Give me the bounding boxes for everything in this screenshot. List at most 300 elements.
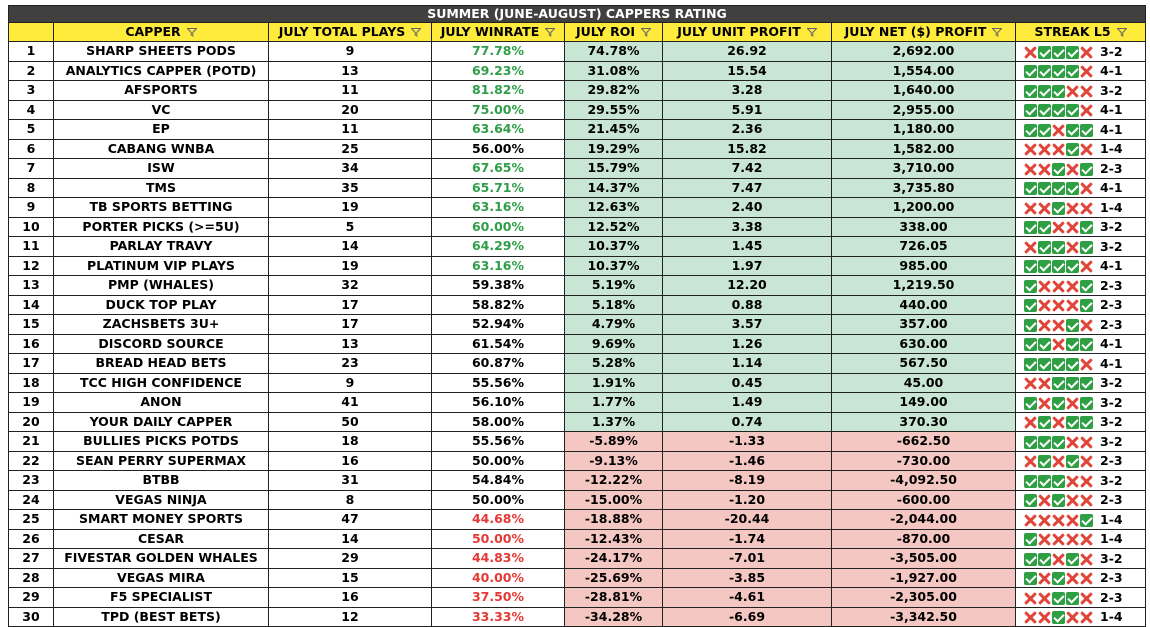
net-profit-cell[interactable]: -4,092.50: [832, 471, 1016, 491]
table-row[interactable]: [9, 393, 1146, 413]
net-profit-cell[interactable]: -2,044.00: [832, 510, 1016, 530]
streak-cell[interactable]: [1016, 354, 1146, 374]
capper-name-cell[interactable]: CABANG WNBA: [54, 139, 269, 159]
table-row[interactable]: [9, 451, 1146, 471]
streak-record: 4-1: [1100, 180, 1123, 195]
net-profit-cell[interactable]: 1,219.50: [832, 276, 1016, 296]
roi-header[interactable]: [565, 23, 663, 42]
capper-header[interactable]: [54, 23, 269, 42]
unit-profit-cell[interactable]: -8.19: [663, 471, 832, 491]
streak-cell[interactable]: [1016, 432, 1146, 452]
rank-cell[interactable]: 5: [9, 120, 54, 140]
winrate-cell[interactable]: 44.83%: [432, 549, 565, 569]
plays-cell[interactable]: 16: [269, 588, 432, 608]
capper-name-cell[interactable]: ZACHSBETS 3U+: [54, 315, 269, 335]
roi-cell[interactable]: -5.89%: [565, 432, 663, 452]
rank-cell[interactable]: 29: [9, 588, 54, 608]
roi-cell[interactable]: -28.81%: [565, 588, 663, 608]
table-row[interactable]: [9, 510, 1146, 530]
streak-marks: [1024, 472, 1094, 490]
plays-cell[interactable]: 35: [269, 178, 432, 198]
plays-cell[interactable]: 20: [269, 100, 432, 120]
unit-profit-cell[interactable]: 15.82: [663, 139, 832, 159]
plays-cell[interactable]: 31: [269, 471, 432, 491]
capper-name-cell[interactable]: VEGAS NINJA: [54, 490, 269, 510]
net-profit-header[interactable]: [832, 23, 1016, 42]
capper-name-cell[interactable]: SMART MONEY SPORTS: [54, 510, 269, 530]
roi-cell[interactable]: 5.18%: [565, 295, 663, 315]
unit-profit-cell[interactable]: -7.01: [663, 549, 832, 569]
net-profit-cell[interactable]: -2,305.00: [832, 588, 1016, 608]
net-profit-cell[interactable]: 440.00: [832, 295, 1016, 315]
unit-profit-header[interactable]: [663, 23, 832, 42]
unit-profit-cell[interactable]: -1.33: [663, 432, 832, 452]
roi-cell[interactable]: 29.55%: [565, 100, 663, 120]
unit-profit-cell[interactable]: 15.54: [663, 61, 832, 81]
roi-cell[interactable]: 1.77%: [565, 393, 663, 413]
rank-cell[interactable]: 14: [9, 295, 54, 315]
winrate-cell[interactable]: 40.00%: [432, 568, 565, 588]
plays-cell[interactable]: 19: [269, 198, 432, 218]
streak-cell[interactable]: [1016, 198, 1146, 218]
capper-name-cell[interactable]: TPD (BEST BETS): [54, 607, 269, 627]
table-row[interactable]: [9, 373, 1146, 393]
net-profit-cell[interactable]: 3,735.80: [832, 178, 1016, 198]
checkmark-icon: [1066, 416, 1079, 429]
plays-cell[interactable]: 18: [269, 432, 432, 452]
unit-profit-cell[interactable]: 5.91: [663, 100, 832, 120]
filter-icon[interactable]: [187, 24, 197, 34]
rank-cell[interactable]: 20: [9, 412, 54, 432]
net-profit-cell[interactable]: 149.00: [832, 393, 1016, 413]
roi-cell[interactable]: -12.43%: [565, 529, 663, 549]
capper-name-cell[interactable]: TCC HIGH CONFIDENCE: [54, 373, 269, 393]
table-row[interactable]: [9, 217, 1146, 237]
table-row[interactable]: [9, 490, 1146, 510]
capper-name-cell[interactable]: EP: [54, 120, 269, 140]
streak-cell[interactable]: [1016, 159, 1146, 179]
winrate-cell[interactable]: 64.29%: [432, 237, 565, 257]
net-profit-cell[interactable]: -3,342.50: [832, 607, 1016, 627]
capper-name-cell[interactable]: TMS: [54, 178, 269, 198]
streak-cell[interactable]: [1016, 490, 1146, 510]
plays-cell[interactable]: 14: [269, 237, 432, 257]
table-row[interactable]: [9, 198, 1146, 218]
net-profit-cell[interactable]: 630.00: [832, 334, 1016, 354]
capper-name-cell[interactable]: BTBB: [54, 471, 269, 491]
rank-cell[interactable]: 30: [9, 607, 54, 627]
streak-cell[interactable]: [1016, 588, 1146, 608]
winrate-cell[interactable]: 69.23%: [432, 61, 565, 81]
table-row[interactable]: [9, 607, 1146, 627]
capper-name-cell[interactable]: PLATINUM VIP PLAYS: [54, 256, 269, 276]
plays-cell[interactable]: 17: [269, 295, 432, 315]
table-row[interactable]: [9, 100, 1146, 120]
unit-profit-cell[interactable]: 0.45: [663, 373, 832, 393]
plays-cell[interactable]: 41: [269, 393, 432, 413]
cross-icon: [1024, 455, 1037, 468]
capper-name-cell[interactable]: SEAN PERRY SUPERMAX: [54, 451, 269, 471]
header-row: [9, 23, 1146, 42]
winrate-cell[interactable]: 61.54%: [432, 334, 565, 354]
rank-cell[interactable]: 13: [9, 276, 54, 296]
unit-profit-cell[interactable]: 1.49: [663, 393, 832, 413]
unit-profit-cell[interactable]: 7.42: [663, 159, 832, 179]
rank-cell[interactable]: 11: [9, 237, 54, 257]
winrate-cell[interactable]: 52.94%: [432, 315, 565, 335]
plays-cell[interactable]: 23: [269, 354, 432, 374]
plays-cell[interactable]: 13: [269, 334, 432, 354]
table-row[interactable]: [9, 334, 1146, 354]
net-profit-cell[interactable]: 567.50: [832, 354, 1016, 374]
streak-cell[interactable]: [1016, 412, 1146, 432]
checkmark-icon: [1024, 299, 1037, 312]
table-row[interactable]: [9, 432, 1146, 452]
net-profit-cell[interactable]: 2,955.00: [832, 100, 1016, 120]
rank-cell[interactable]: 26: [9, 529, 54, 549]
winrate-header[interactable]: [432, 23, 565, 42]
net-profit-cell[interactable]: 985.00: [832, 256, 1016, 276]
table-row[interactable]: [9, 412, 1146, 432]
roi-cell[interactable]: -34.28%: [565, 607, 663, 627]
roi-cell[interactable]: 1.91%: [565, 373, 663, 393]
winrate-cell[interactable]: 60.87%: [432, 354, 565, 374]
cross-icon: [1080, 260, 1093, 273]
table-row[interactable]: [9, 256, 1146, 276]
unit-profit-cell[interactable]: 26.92: [663, 42, 832, 62]
rank-cell[interactable]: 8: [9, 178, 54, 198]
net-profit-cell[interactable]: -600.00: [832, 490, 1016, 510]
unit-profit-cell[interactable]: -1.20: [663, 490, 832, 510]
capper-name-cell[interactable]: DUCK TOP PLAY: [54, 295, 269, 315]
streak-cell[interactable]: [1016, 315, 1146, 335]
unit-profit-cell[interactable]: 12.20: [663, 276, 832, 296]
capper-name-cell[interactable]: PARLAY TRAVY: [54, 237, 269, 257]
unit-profit-cell[interactable]: 7.47: [663, 178, 832, 198]
plays-cell[interactable]: 16: [269, 451, 432, 471]
rank-cell[interactable]: 17: [9, 354, 54, 374]
streak-cell[interactable]: [1016, 61, 1146, 81]
unit-profit-cell[interactable]: 2.36: [663, 120, 832, 140]
plays-cell[interactable]: 25: [269, 139, 432, 159]
table-row[interactable]: [9, 549, 1146, 569]
streak-cell[interactable]: [1016, 529, 1146, 549]
net-profit-cell[interactable]: -870.00: [832, 529, 1016, 549]
roi-cell[interactable]: -18.88%: [565, 510, 663, 530]
streak-marks: [1024, 452, 1094, 470]
net-profit-cell[interactable]: 357.00: [832, 315, 1016, 335]
rank-cell[interactable]: 4: [9, 100, 54, 120]
checkmark-icon: [1066, 65, 1079, 78]
winrate-cell[interactable]: 63.64%: [432, 120, 565, 140]
winrate-cell[interactable]: 58.00%: [432, 412, 565, 432]
roi-cell[interactable]: -15.00%: [565, 490, 663, 510]
unit-profit-cell[interactable]: 0.74: [663, 412, 832, 432]
streak-cell[interactable]: [1016, 217, 1146, 237]
plays-cell[interactable]: 50: [269, 412, 432, 432]
roi-cell[interactable]: 10.37%: [565, 237, 663, 257]
winrate-cell[interactable]: 63.16%: [432, 198, 565, 218]
net-profit-cell[interactable]: 2,692.00: [832, 42, 1016, 62]
winrate-cell[interactable]: 65.71%: [432, 178, 565, 198]
net-profit-cell[interactable]: 1,640.00: [832, 81, 1016, 101]
table-row[interactable]: [9, 588, 1146, 608]
capper-name-cell[interactable]: YOUR DAILY CAPPER: [54, 412, 269, 432]
roi-cell[interactable]: 15.79%: [565, 159, 663, 179]
streak-cell[interactable]: [1016, 510, 1146, 530]
table-row[interactable]: [9, 42, 1146, 62]
streak-header[interactable]: [1016, 23, 1146, 42]
plays-cell[interactable]: 9: [269, 373, 432, 393]
rank-cell[interactable]: 2: [9, 61, 54, 81]
checkmark-icon: [1038, 65, 1051, 78]
streak-cell[interactable]: [1016, 256, 1146, 276]
checkmark-icon: [1038, 553, 1051, 566]
unit-profit-cell[interactable]: -6.69: [663, 607, 832, 627]
table-row[interactable]: [9, 568, 1146, 588]
roi-cell[interactable]: -12.22%: [565, 471, 663, 491]
capper-name-cell[interactable]: PORTER PICKS (>=5U): [54, 217, 269, 237]
roi-cell[interactable]: 4.79%: [565, 315, 663, 335]
checkmark-icon: [1066, 553, 1079, 566]
rank-cell[interactable]: 12: [9, 256, 54, 276]
winrate-cell[interactable]: 77.78%: [432, 42, 565, 62]
winrate-cell[interactable]: 56.00%: [432, 139, 565, 159]
capper-name-cell[interactable]: VEGAS MIRA: [54, 568, 269, 588]
rank-cell[interactable]: 10: [9, 217, 54, 237]
plays-cell[interactable]: 11: [269, 120, 432, 140]
net-profit-cell[interactable]: 726.05: [832, 237, 1016, 257]
table-row[interactable]: [9, 529, 1146, 549]
capper-name-cell[interactable]: AFSPORTS: [54, 81, 269, 101]
capper-name-cell[interactable]: VC: [54, 100, 269, 120]
table-row[interactable]: [9, 61, 1146, 81]
unit-profit-cell[interactable]: -1.74: [663, 529, 832, 549]
plays-cell[interactable]: 5: [269, 217, 432, 237]
table-row[interactable]: [9, 237, 1146, 257]
winrate-cell[interactable]: 60.00%: [432, 217, 565, 237]
unit-profit-cell[interactable]: -20.44: [663, 510, 832, 530]
net-profit-cell[interactable]: 1,582.00: [832, 139, 1016, 159]
rank-cell[interactable]: 19: [9, 393, 54, 413]
net-profit-cell[interactable]: 45.00: [832, 373, 1016, 393]
winrate-cell[interactable]: 50.00%: [432, 490, 565, 510]
streak-cell[interactable]: [1016, 393, 1146, 413]
capper-name-cell[interactable]: CESAR: [54, 529, 269, 549]
winrate-cell[interactable]: 37.50%: [432, 588, 565, 608]
filter-icon[interactable]: [411, 24, 421, 34]
winrate-cell[interactable]: 55.56%: [432, 373, 565, 393]
winrate-cell[interactable]: 81.82%: [432, 81, 565, 101]
roi-cell[interactable]: 12.63%: [565, 198, 663, 218]
capper-name-cell[interactable]: FIVESTAR GOLDEN WHALES: [54, 549, 269, 569]
winrate-cell[interactable]: 75.00%: [432, 100, 565, 120]
net-profit-cell[interactable]: -3,505.00: [832, 549, 1016, 569]
streak-cell[interactable]: [1016, 100, 1146, 120]
winrate-cell[interactable]: 55.56%: [432, 432, 565, 452]
rank-cell[interactable]: 3: [9, 81, 54, 101]
streak-cell[interactable]: [1016, 451, 1146, 471]
rank-cell[interactable]: 24: [9, 490, 54, 510]
table-row[interactable]: [9, 295, 1146, 315]
table-row[interactable]: [9, 139, 1146, 159]
roi-cell[interactable]: 1.37%: [565, 412, 663, 432]
table-row[interactable]: [9, 276, 1146, 296]
plays-cell[interactable]: 19: [269, 256, 432, 276]
net-profit-cell[interactable]: 1,200.00: [832, 198, 1016, 218]
table-row[interactable]: [9, 81, 1146, 101]
unit-profit-cell[interactable]: 1.97: [663, 256, 832, 276]
winrate-cell[interactable]: 67.65%: [432, 159, 565, 179]
filter-icon[interactable]: [807, 24, 817, 34]
rank-cell[interactable]: 15: [9, 315, 54, 335]
streak-cell[interactable]: [1016, 334, 1146, 354]
plays-cell[interactable]: 13: [269, 61, 432, 81]
rank-cell[interactable]: 7: [9, 159, 54, 179]
rank-cell[interactable]: 22: [9, 451, 54, 471]
streak-cell[interactable]: [1016, 568, 1146, 588]
roi-cell[interactable]: 14.37%: [565, 178, 663, 198]
plays-cell[interactable]: 11: [269, 81, 432, 101]
streak-marks: [1024, 160, 1094, 178]
winrate-cell[interactable]: 63.16%: [432, 256, 565, 276]
rank-cell[interactable]: 18: [9, 373, 54, 393]
net-profit-cell[interactable]: 338.00: [832, 217, 1016, 237]
roi-cell[interactable]: 29.82%: [565, 81, 663, 101]
streak-cell[interactable]: [1016, 373, 1146, 393]
streak-marks: [1024, 355, 1094, 373]
streak-cell[interactable]: [1016, 178, 1146, 198]
plays-cell[interactable]: 29: [269, 549, 432, 569]
unit-profit-cell[interactable]: 1.26: [663, 334, 832, 354]
checkmark-icon: [1080, 397, 1093, 410]
roi-cell[interactable]: -9.13%: [565, 451, 663, 471]
plays-cell[interactable]: 17: [269, 315, 432, 335]
roi-cell[interactable]: 10.37%: [565, 256, 663, 276]
table-row[interactable]: [9, 471, 1146, 491]
roi-cell[interactable]: 74.78%: [565, 42, 663, 62]
winrate-cell[interactable]: 56.10%: [432, 393, 565, 413]
table-row[interactable]: [9, 178, 1146, 198]
winrate-cell[interactable]: 50.00%: [432, 451, 565, 471]
rank-cell[interactable]: 16: [9, 334, 54, 354]
roi-cell[interactable]: 5.28%: [565, 354, 663, 374]
capper-name-cell[interactable]: ANALYTICS CAPPER (POTD): [54, 61, 269, 81]
streak-cell[interactable]: [1016, 120, 1146, 140]
rank-cell[interactable]: 27: [9, 549, 54, 569]
roi-cell[interactable]: 9.69%: [565, 334, 663, 354]
plays-cell[interactable]: 34: [269, 159, 432, 179]
capper-name-cell[interactable]: ISW: [54, 159, 269, 179]
plays-cell[interactable]: 12: [269, 607, 432, 627]
winrate-cell[interactable]: 54.84%: [432, 471, 565, 491]
roi-cell[interactable]: -25.69%: [565, 568, 663, 588]
roi-cell[interactable]: 21.45%: [565, 120, 663, 140]
plays-cell[interactable]: 8: [269, 490, 432, 510]
table-row[interactable]: [9, 354, 1146, 374]
streak-cell[interactable]: [1016, 471, 1146, 491]
roi-cell[interactable]: 5.19%: [565, 276, 663, 296]
winrate-cell[interactable]: 50.00%: [432, 529, 565, 549]
rank-cell[interactable]: 21: [9, 432, 54, 452]
winrate-cell[interactable]: 44.68%: [432, 510, 565, 530]
streak-cell[interactable]: [1016, 549, 1146, 569]
capper-name-cell[interactable]: ANON: [54, 393, 269, 413]
filter-icon[interactable]: [545, 24, 555, 34]
net-profit-cell[interactable]: -1,927.00: [832, 568, 1016, 588]
plays-cell[interactable]: 32: [269, 276, 432, 296]
streak-cell[interactable]: [1016, 139, 1146, 159]
roi-cell[interactable]: 19.29%: [565, 139, 663, 159]
streak-cell[interactable]: [1016, 237, 1146, 257]
unit-profit-cell[interactable]: -4.61: [663, 588, 832, 608]
roi-cell[interactable]: 31.08%: [565, 61, 663, 81]
roi-cell[interactable]: 12.52%: [565, 217, 663, 237]
net-profit-cell[interactable]: -730.00: [832, 451, 1016, 471]
rank-cell[interactable]: 9: [9, 198, 54, 218]
unit-profit-cell[interactable]: 3.38: [663, 217, 832, 237]
rank-cell[interactable]: 6: [9, 139, 54, 159]
streak-cell[interactable]: [1016, 42, 1146, 62]
unit-profit-cell[interactable]: -3.85: [663, 568, 832, 588]
capper-name-cell[interactable]: SHARP SHEETS PODS: [54, 42, 269, 62]
capper-name-cell[interactable]: F5 SPECIALIST: [54, 588, 269, 608]
plays-cell[interactable]: 14: [269, 529, 432, 549]
unit-profit-cell[interactable]: 2.40: [663, 198, 832, 218]
table-row[interactable]: [9, 315, 1146, 335]
net-profit-cell[interactable]: -662.50: [832, 432, 1016, 452]
capper-name-cell[interactable]: BREAD HEAD BETS: [54, 354, 269, 374]
filter-icon[interactable]: [641, 24, 651, 34]
plays-cell[interactable]: 9: [269, 42, 432, 62]
unit-profit-cell[interactable]: 3.57: [663, 315, 832, 335]
roi-cell[interactable]: -24.17%: [565, 549, 663, 569]
filter-icon[interactable]: [992, 24, 1002, 34]
table-row[interactable]: [9, 159, 1146, 179]
plays-cell[interactable]: 15: [269, 568, 432, 588]
capper-name-cell[interactable]: BULLIES PICKS POTDS: [54, 432, 269, 452]
winrate-cell[interactable]: 59.38%: [432, 276, 565, 296]
net-profit-cell[interactable]: 1,180.00: [832, 120, 1016, 140]
streak-cell[interactable]: [1016, 276, 1146, 296]
rank-cell[interactable]: 28: [9, 568, 54, 588]
cross-icon: [1038, 377, 1051, 390]
filter-icon[interactable]: [1117, 24, 1127, 34]
net-profit-cell[interactable]: 1,554.00: [832, 61, 1016, 81]
plays-cell[interactable]: 47: [269, 510, 432, 530]
unit-profit-cell[interactable]: -1.46: [663, 451, 832, 471]
winrate-cell[interactable]: 33.33%: [432, 607, 565, 627]
rank-cell[interactable]: 1: [9, 42, 54, 62]
rank-cell[interactable]: 25: [9, 510, 54, 530]
net-profit-cell[interactable]: 370.30: [832, 412, 1016, 432]
unit-profit-cell[interactable]: 1.14: [663, 354, 832, 374]
unit-profit-cell[interactable]: 1.45: [663, 237, 832, 257]
streak-cell[interactable]: [1016, 607, 1146, 627]
capper-name-cell[interactable]: DISCORD SOURCE: [54, 334, 269, 354]
table-row[interactable]: [9, 120, 1146, 140]
unit-profit-cell[interactable]: 3.28: [663, 81, 832, 101]
streak-cell[interactable]: [1016, 295, 1146, 315]
winrate-cell[interactable]: 58.82%: [432, 295, 565, 315]
net-profit-cell[interactable]: 3,710.00: [832, 159, 1016, 179]
unit-profit-cell[interactable]: 0.88: [663, 295, 832, 315]
capper-name-cell[interactable]: PMP (WHALES): [54, 276, 269, 296]
rank-cell[interactable]: 23: [9, 471, 54, 491]
plays-header[interactable]: [269, 23, 432, 42]
capper-name-cell[interactable]: TB SPORTS BETTING: [54, 198, 269, 218]
streak-cell[interactable]: [1016, 81, 1146, 101]
